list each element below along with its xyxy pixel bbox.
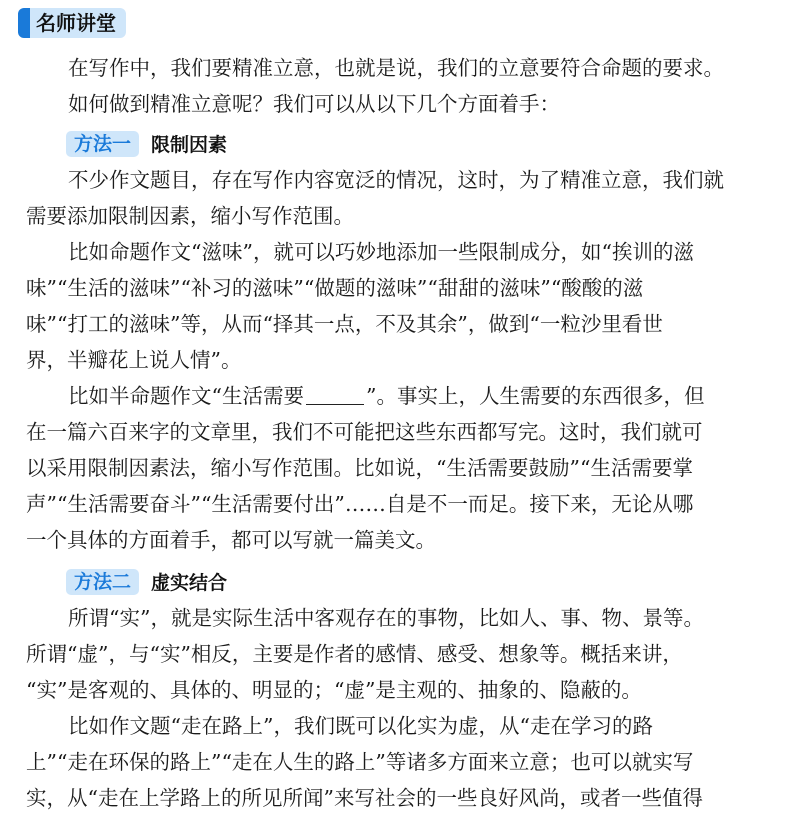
text-line: 以采用限制因素法，缩小写作范围。比如说，“生活需要鼓励”“生活需要掌 (26, 456, 693, 480)
section-header-badge (18, 8, 126, 38)
text-line: 需要添加限制因素，缩小写作范围。 (26, 204, 354, 228)
text-line: 声”“生活需要奋斗”“生活需要付出”……自是不一而足。接下来，无论从哪 (26, 492, 694, 516)
intro-paragraph (0, 50, 800, 122)
text-line: “实”是客观的、具体的、明显的；“虚”是主观的、抽象的、隐蔽的。 (26, 678, 642, 702)
text-line: 界，半瓣花上说人情”。 (26, 348, 242, 372)
method1-paragraph-2 (0, 234, 800, 378)
text-line: 所谓“虚”，与“实”相反，主要是作者的感情、感受、想象等。概括来讲， (26, 642, 683, 666)
header-title: 名师讲堂 (30, 8, 126, 38)
text-line: 所谓“实”，就是实际生活中客观存在的事物，比如人、事、物、景等。 (68, 606, 704, 630)
text-line: 如何做到精准立意呢？我们可以从以下几个方面着手： (68, 92, 560, 116)
method2-tag: 方法二 (66, 569, 139, 595)
text-line: 味”“打工的滋味”等，从而“择其一点，不及其余”，做到“一粒沙里看世 (26, 312, 663, 336)
text-line: 上”“走在环保的路上”“走在人生的路上”等诸多方面来立意；也可以就实写 (26, 750, 694, 774)
text-line: 比如作文题“走在路上”，我们既可以化实为虚，从“走在学习的路 (68, 714, 653, 738)
method1-paragraph-1 (0, 162, 800, 234)
header-accent-stripe (18, 8, 30, 38)
text-line: 实，从“走在上学路上的所见所闻”来写社会的一些良好风尚，或者一些值得 (26, 786, 703, 810)
text-line: 比如命题作文“滋味”，就可以巧妙地添加一些限制成分，如“挨训的滋 (68, 240, 694, 264)
method1-paragraph-3 (0, 378, 800, 558)
method2-heading (66, 568, 227, 595)
method2-paragraph-1 (0, 600, 800, 708)
text-line: 在写作中，我们要精准立意，也就是说，我们的立意要符合命题的要求。 (68, 56, 724, 80)
method1-heading (66, 130, 227, 157)
text-segment: 比如半命题作文“生活需要 (68, 384, 304, 408)
fill-in-blank (306, 384, 364, 405)
text-line (0, 378, 800, 414)
text-line: 在一篇六百来字的文章里，我们不可能把这些东西都写完。这时，我们就可 (26, 420, 703, 444)
text-segment: ”。事实上，人生需要的东西很多，但 (365, 384, 705, 408)
method1-title: 限制因素 (151, 134, 228, 156)
method1-tag: 方法一 (66, 131, 139, 157)
text-line: 不少作文题目，存在写作内容宽泛的情况，这时，为了精准立意，我们就 (68, 168, 724, 192)
text-line: 一个具体的方面着手，都可以写就一篇美文。 (26, 528, 436, 552)
text-line: 味”“生活的滋味”“补习的滋味”“做题的滋味”“甜甜的滋味”“酸酸的滋 (26, 276, 644, 300)
method2-title: 虚实结合 (151, 572, 228, 594)
